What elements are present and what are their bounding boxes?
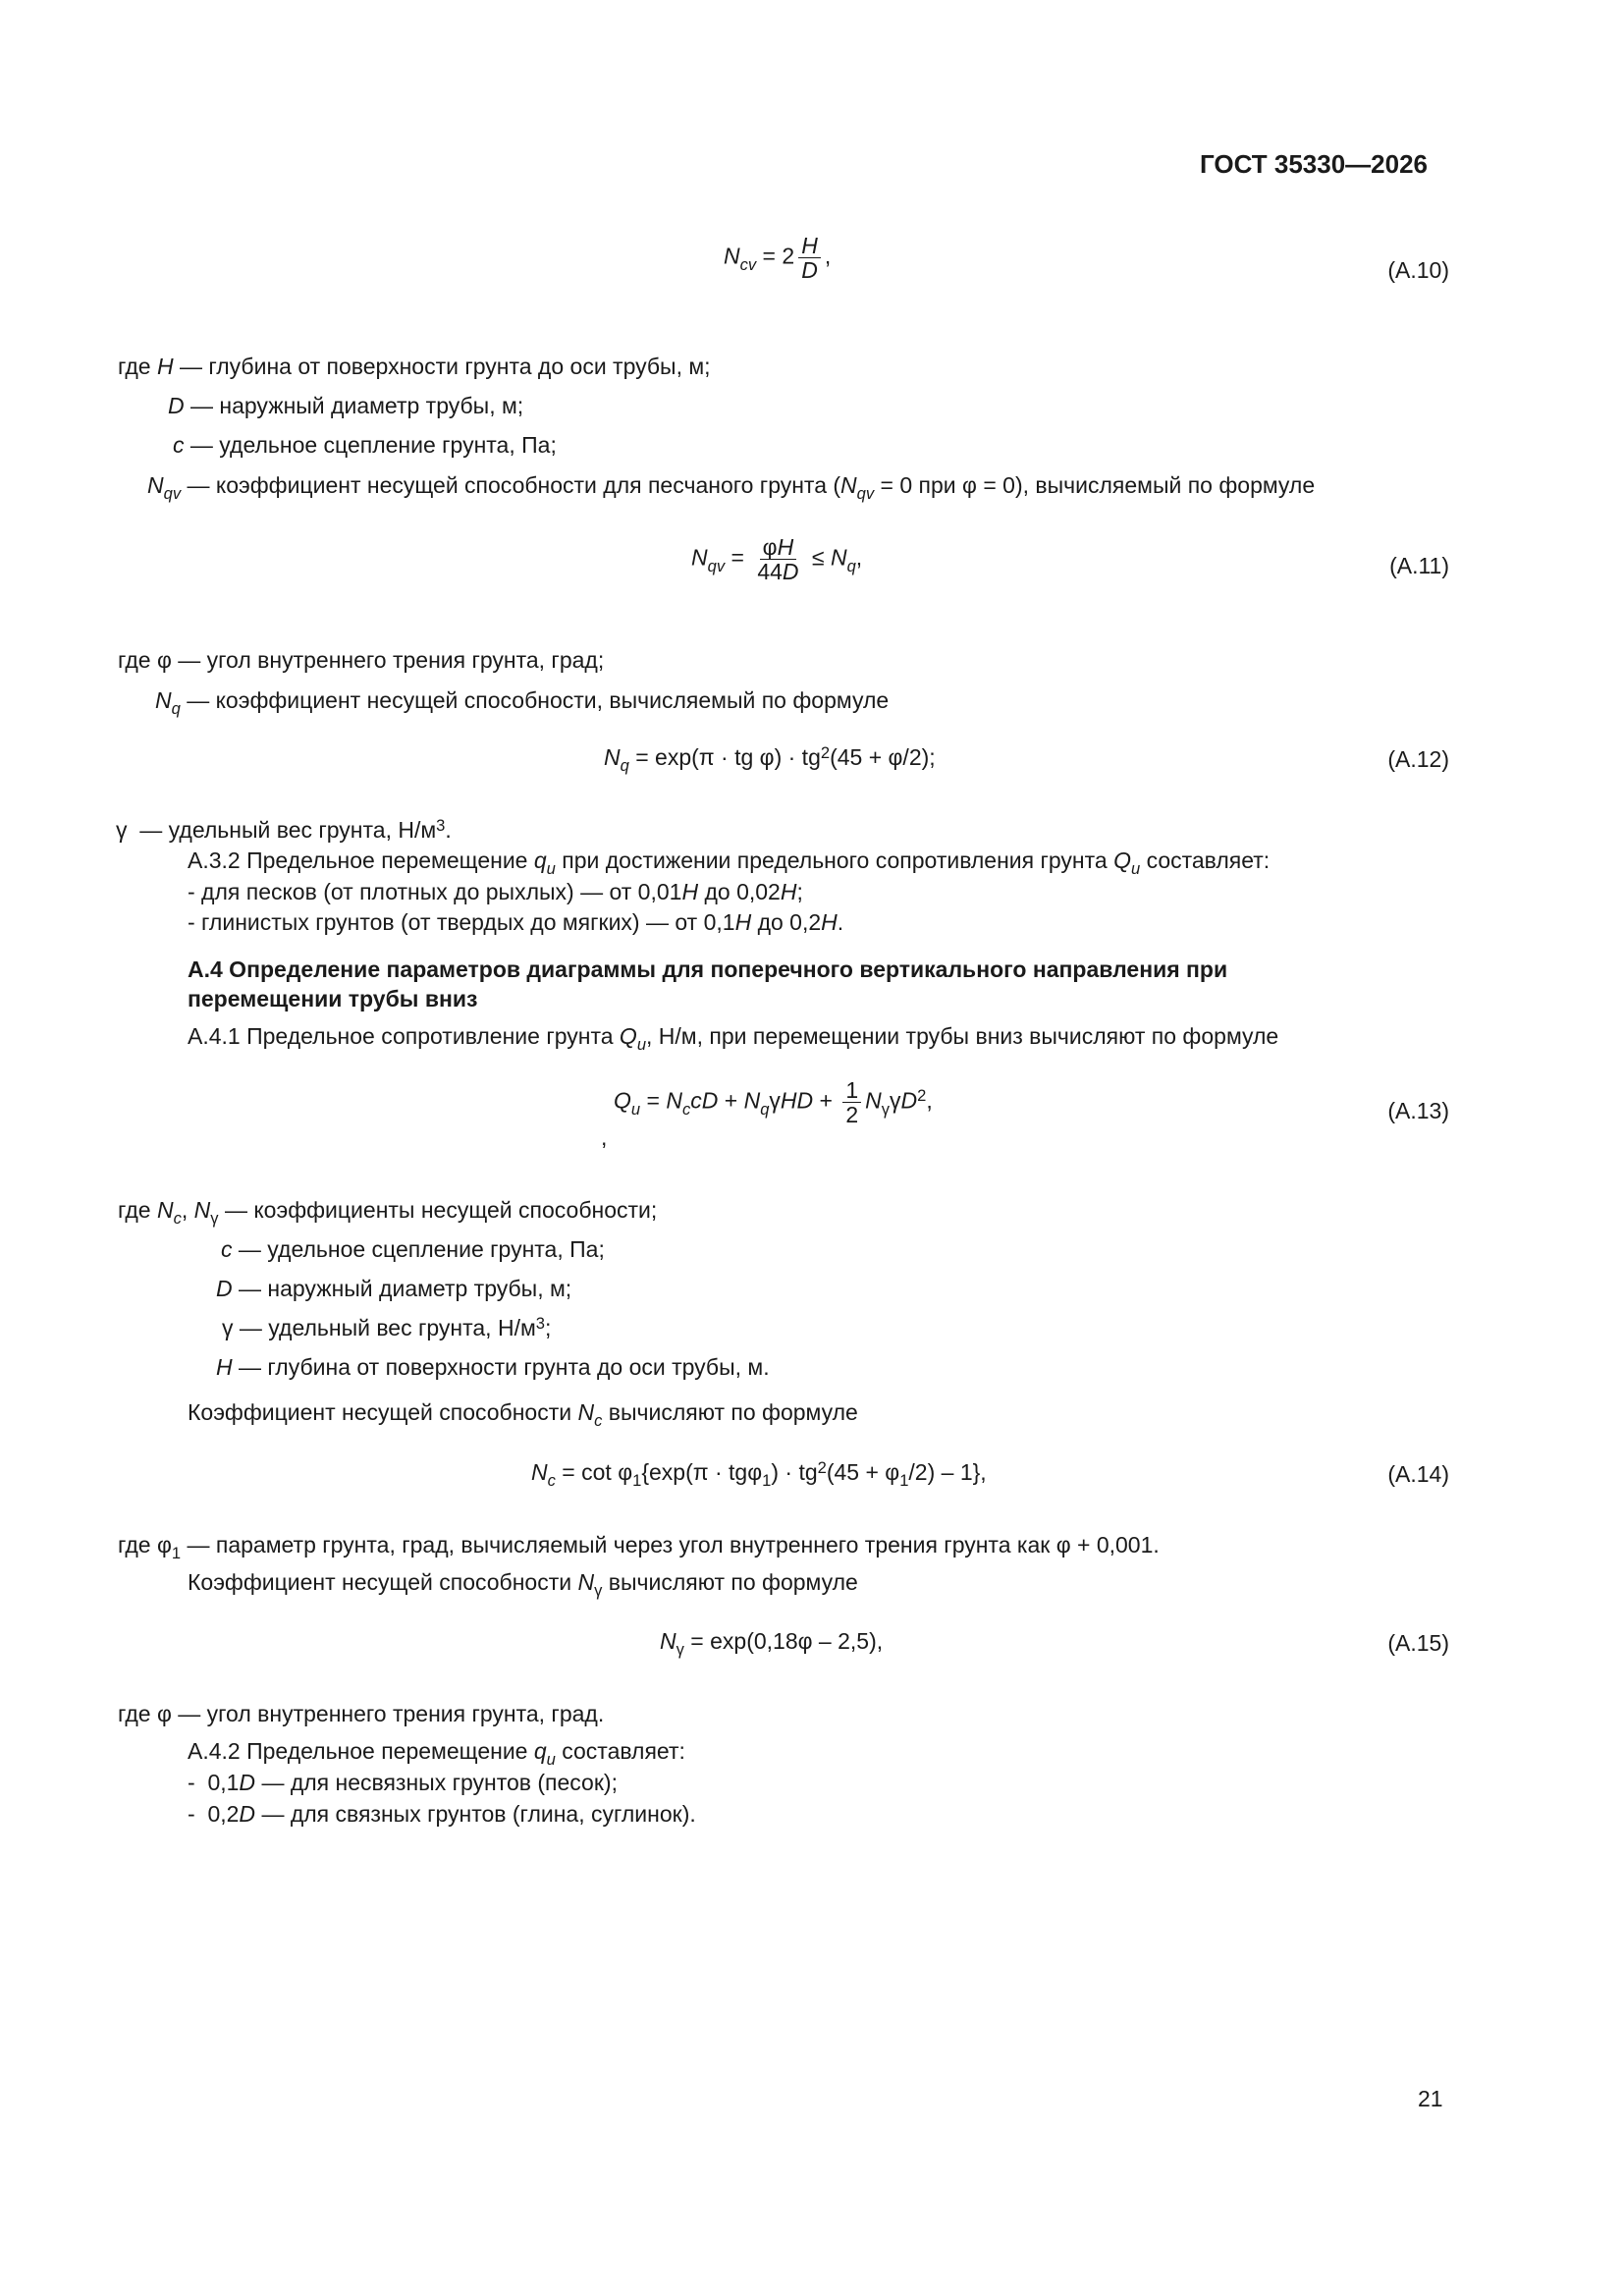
formula-a13: $Q_u = N_ccD + N_q\gamma HD$ + $\frac{1}{2}$ $N_\gamma\gamma D^2$, (614, 1077, 933, 1128)
where-phi-final: где φ — угол внутреннего трения грунта, град. (118, 1701, 605, 1726)
gamma-definition: γ — удельный вес грунта, $Н/м^3$. (116, 815, 452, 843)
clause-a42-item-1: - 0,1D — для несвязных грунтов (песок); (188, 1770, 618, 1795)
section-a4-title: А.4 Определение параметров диаграммы для поперечного вертикального направления при (188, 957, 1228, 982)
ngamma-intro: Коэффициент несущей способности $N_\gamma$ вычисляют по формуле (188, 1569, 858, 1600)
formula-a15: $N_\gamma = \exp(0,18\varphi - 2,5)$, (660, 1628, 884, 1659)
where-phi: где φ — угол внутреннего трения грунта, град; (118, 647, 605, 673)
where-Nc-Ngamma: где $N_c$, $N_\gamma$ — коэффициенты несущей способности; (118, 1197, 658, 1228)
nc-intro: Коэффициент несущей способности $N_c$ вычисляют по формуле (188, 1399, 858, 1430)
clause-a32-item-1: - для песков (от плотных до рыхлых) — от 0,01H до 0,02H; (188, 879, 803, 904)
equation-number-a14: (А.14) (1387, 1461, 1449, 1487)
clause-a32-item-2: - глинистых грунтов (от твердых до мягких) — от 0,1H до 0,2H. (188, 909, 844, 935)
where-c: c — удельное сцепление грунта, Па; (173, 432, 557, 458)
equation-number-a15: (А.15) (1387, 1630, 1449, 1656)
section-a4-title-line-2: перемещении трубы вниз (188, 986, 478, 1011)
page-number: 21 (1418, 2086, 1443, 2111)
where-Nq: $N_q$ — коэффициент несущей способности, вычисляемый по формуле (155, 687, 890, 718)
clause-a42-item-2: - 0,2D — для связных грунтов (глина, суглинок). (188, 1801, 696, 1827)
formula-a10: $N_{cv} = 2$ $\frac{H}{D}$ , (724, 233, 832, 284)
formula-a11: $N_{qv}$ = $\frac{\varphi H}{44D}$ ≤ $N_q$, (691, 534, 863, 585)
where-Nqv: $N_{qv}$ — коэффициент несущей способности для песчаного грунта ($N_{qv} = 0$ при φ = 0), вычисляемый по формуле (147, 472, 1316, 503)
where2-gamma: γ — удельный вес грунта, $Н/м^3$; (222, 1313, 552, 1340)
stray-comma: , (601, 1124, 608, 1150)
where-D: D — наружный диаметр трубы, м; (168, 393, 524, 418)
where2-D: D — наружный диаметр трубы, м; (216, 1276, 572, 1301)
formula-a14: $N_c = \cot \varphi_1\{\exp(\pi \cdot tg\varphi_1) \cdot tg^2(45 + \varphi_1/2) - 1\}$, (531, 1457, 987, 1490)
equation-number-a13: (А.13) (1387, 1098, 1449, 1123)
where2-H: H — глубина от поверхности грунта до оси трубы, м. (216, 1354, 770, 1380)
formula-a12: $N_q = \exp(\pi$ · tg $\varphi) \cdot tg^2(45 + \varphi/2)$; (604, 742, 936, 775)
clause-a32: А.3.2 Предельное перемещение $q_u$ при достижении предельного сопротивления грунта $Q_u$ составляет: (188, 847, 1271, 878)
equation-number-a10: (А.10) (1387, 257, 1449, 283)
equation-number-a12: (А.12) (1387, 746, 1449, 772)
document-header: ГОСТ 35330—2026 (1200, 149, 1428, 179)
clause-a41: А.4.1 Предельное сопротивление грунта $Q_u$, Н/м, при перемещении трубы вниз вычисляют по формуле (188, 1023, 1279, 1054)
clause-a42: А.4.2 Предельное перемещение $q_u$ составляет: (188, 1738, 685, 1769)
where2-c: c — удельное сцепление грунта, Па; (221, 1236, 605, 1262)
where-H: где H — глубина от поверхности грунта до оси трубы, м; (118, 354, 711, 379)
equation-number-a11: (А.11) (1389, 553, 1449, 578)
where-phi1: где $\varphi_1$ — параметр грунта, град, вычисляемый через угол внутреннего трения грунта как φ + 0,001. (118, 1532, 1160, 1562)
